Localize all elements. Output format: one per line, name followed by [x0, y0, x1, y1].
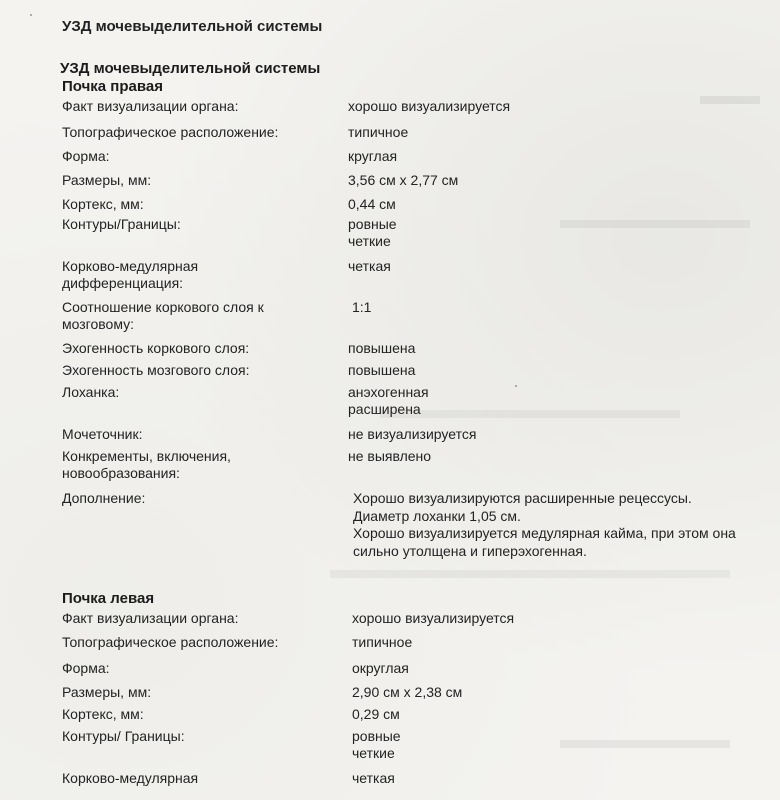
field-value-line: четкие: [348, 233, 391, 249]
field-label-line: Соотношение коркового слоя к: [62, 299, 264, 315]
field-label: [62, 148, 332, 165]
field-label: [62, 660, 332, 677]
field-value-line: 2,90 см х 2,38 см: [352, 684, 463, 700]
field-label: [62, 770, 332, 787]
field-label-line: новообразования:: [62, 465, 180, 481]
field-value-line: четкие: [352, 745, 395, 761]
right-kidney-title: Почка правая: [62, 78, 163, 95]
field-value-line: повышена: [348, 362, 416, 378]
field-value-line: хорошо визуализируется: [352, 610, 515, 626]
field-label-line: Размеры, мм:: [62, 172, 152, 188]
field-value-line: ровные: [348, 216, 397, 232]
field-label: [62, 706, 332, 723]
section-title: УЗД мочевыделительной системы: [60, 60, 321, 77]
field-value-line: не выявлено: [348, 448, 432, 464]
field-value: [348, 340, 748, 357]
field-label-line: мозговому:: [62, 316, 134, 332]
addition-line: Хорошо визуализируются расширенные рецессусы.: [353, 490, 692, 506]
field-value-line: хорошо визуализируется: [348, 98, 511, 114]
field-value-line: анэхогенная: [348, 384, 429, 400]
paper-speck: [30, 14, 32, 16]
field-label: [62, 610, 332, 627]
field-label: [62, 448, 332, 482]
field-value-line: 0,29 см: [352, 706, 400, 722]
addition-text: [353, 490, 763, 560]
field-label-line: Эхогенность мозгового слоя:: [62, 362, 250, 378]
bleed-through-mark: [330, 570, 730, 578]
field-value: [348, 258, 748, 275]
field-value-line: круглая: [348, 148, 398, 164]
addition-label: Дополнение:: [62, 490, 146, 506]
field-value: [352, 706, 752, 723]
field-label: [62, 98, 332, 115]
field-label: [62, 384, 332, 401]
field-value: [352, 634, 752, 651]
field-value: [352, 299, 752, 316]
field-label-line: Конкременты, включения,: [62, 448, 231, 464]
field-label: [62, 340, 332, 357]
field-value-line: округлая: [352, 660, 409, 676]
field-value-line: не визуализируется: [348, 426, 477, 442]
field-value: [348, 148, 748, 165]
field-label-line: Размеры, мм:: [62, 684, 152, 700]
field-label-line: Кортекс, мм:: [62, 196, 144, 212]
field-label-line: Кортекс, мм:: [62, 706, 144, 722]
field-value-line: 0,44 см: [348, 196, 396, 212]
field-value: [352, 770, 752, 787]
field-label-line: Контуры/ Границы:: [62, 728, 185, 744]
field-value-line: четкая: [352, 770, 395, 786]
field-label-line: Факт визуализации органа:: [62, 98, 239, 114]
addition-line: сильно утолщена и гиперэхогенная.: [353, 542, 587, 559]
field-value: [352, 660, 752, 677]
field-label-line: Лоханка:: [62, 384, 120, 400]
field-label-line: Форма:: [62, 660, 110, 676]
addition-line: Диаметр лоханки 1,05 см.: [353, 507, 521, 524]
field-label: [62, 258, 332, 292]
field-value: [348, 98, 748, 115]
field-label-line: Мочеточник:: [62, 426, 143, 442]
field-label-line: дифференциация:: [62, 275, 184, 291]
field-label: [62, 728, 332, 745]
field-value: [348, 384, 748, 418]
field-value: [348, 196, 748, 213]
field-label-line: Топографическое расположение:: [62, 634, 279, 650]
page-header-title: УЗД мочевыделительной системы: [62, 18, 323, 35]
field-label-line: Корково-медулярная: [62, 258, 199, 274]
field-label: [62, 634, 332, 651]
field-value: [348, 124, 748, 141]
left-kidney-title: Почка левая: [62, 590, 155, 607]
field-value-line: повышена: [348, 340, 416, 356]
addition-line: Хорошо визуализируется медулярная кайма, при этом она: [353, 525, 736, 541]
field-value: [352, 684, 752, 701]
field-value: [348, 172, 748, 189]
field-label: [62, 216, 332, 233]
field-value: [348, 426, 748, 443]
field-label: [62, 124, 332, 141]
field-label-line: Контуры/Границы:: [62, 216, 181, 232]
field-value-line: 3,56 см х 2,77 см: [348, 172, 459, 188]
field-value-line: типичное: [352, 634, 413, 650]
field-label: [62, 426, 332, 443]
field-value-line: расширена: [348, 401, 421, 417]
field-label-line: Эхогенность коркового слоя:: [62, 340, 250, 356]
field-value: [352, 610, 752, 627]
field-value-line: типичное: [348, 124, 409, 140]
field-label: [62, 172, 332, 189]
field-value: [348, 216, 748, 250]
field-value: [348, 362, 748, 379]
field-label: [62, 684, 332, 701]
field-value-line: ровные: [352, 728, 401, 744]
field-label: [62, 362, 332, 379]
field-label-line: Факт визуализации органа:: [62, 610, 239, 626]
field-label: [62, 196, 332, 213]
field-label-line: Форма:: [62, 148, 110, 164]
field-value-line: 1:1: [352, 299, 372, 315]
field-label-line: Корково-медулярная: [62, 770, 199, 786]
field-label: [62, 299, 332, 333]
field-value-line: четкая: [348, 258, 391, 274]
field-label-line: Топографическое расположение:: [62, 124, 279, 140]
field-value: [348, 448, 748, 465]
field-value: [352, 728, 752, 762]
